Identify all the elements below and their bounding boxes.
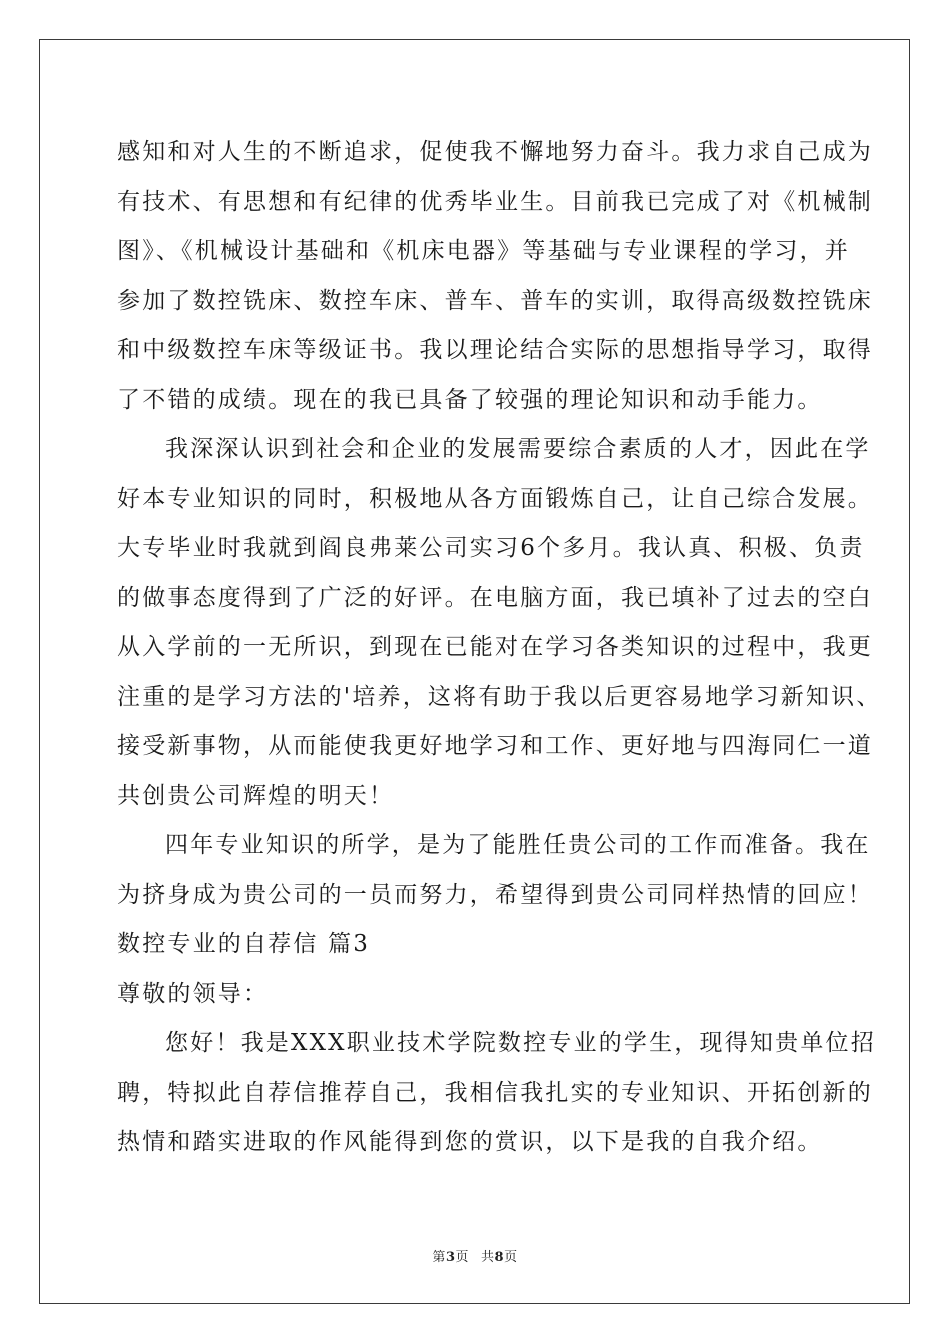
page-footer [0, 1246, 950, 1265]
total-suffix: 页 [504, 1250, 518, 1265]
text-line: 图》、《机械设计基础和《机床电器》等基础与专业课程的学习，并 [117, 238, 850, 264]
text-line: 从入学前的一无所识，到现在已能对在学习各类知识的过程中，我更 [117, 634, 873, 660]
text-line: 聘，特拟此自荐信推荐自己，我相信我扎实的专业知识、开拓创新的 [117, 1079, 873, 1106]
text-line: 感知和对人生的不断追求，促使我不懈地努力奋斗。我力求自己成为 [117, 139, 873, 165]
total-prefix: 共 [481, 1250, 495, 1265]
text-line: 和中级数控车床等级证书。我以理论结合实际的思想指导学习，取得 [117, 337, 873, 363]
salutation: 尊敬的领导： [117, 980, 269, 1007]
paragraph-first-line: 您好！我是XXX职业技术学院数控专业的学生，现得知贵单位招 [165, 1030, 876, 1056]
section-heading: 数控专业的自荐信 篇3 [117, 931, 371, 957]
text-line: 共创贵公司辉煌的明天！ [117, 782, 395, 809]
page-suffix: 页 [455, 1250, 469, 1265]
text-line: 参加了数控铣床、数控车床、普车、普车的实训，取得高级数控铣床 [117, 287, 873, 314]
text-line: 有技术、有思想和有纪律的优秀毕业生。目前我已完成了对《机械制 [117, 188, 873, 215]
document-body [117, 128, 882, 1168]
text-line: 大专毕业时我就到阎良弗莱公司实习6个多月。我认真、积极、负责 [117, 535, 865, 561]
text-line: 注重的是学习方法的'培养，这将有助于我以后更容易地学习新知识、 [117, 683, 882, 710]
text-line: 为挤身成为贵公司的一员而努力，希望得到贵公司同样热情的回应！ [117, 881, 873, 908]
text-line: 热情和踏实进取的作风能得到您的赏识，以下是我的自我介绍。 [117, 1129, 823, 1155]
page-prefix: 第 [432, 1250, 446, 1265]
paragraph-first-line: 我深深认识到社会和企业的发展需要综合素质的人才，因此在学 [165, 436, 871, 462]
total-pages: 8 [494, 1250, 505, 1265]
text-line: 好本专业知识的同时，积极地从各方面锻炼自己，让自己综合发展。 [117, 485, 873, 512]
text-line: 了不错的成绩。现在的我已具备了较强的理论知识和动手能力。 [117, 386, 823, 413]
text-line: 接受新事物，从而能使我更好地学习和工作、更好地与四海同仁一道 [117, 733, 873, 759]
page-number: 3 [445, 1250, 456, 1265]
text-line: 的做事态度得到了广泛的好评。在电脑方面，我已填补了过去的空白 [117, 584, 873, 611]
paragraph-first-line: 四年专业知识的所学，是为了能胜任贵公司的工作而准备。我在 [165, 832, 871, 858]
